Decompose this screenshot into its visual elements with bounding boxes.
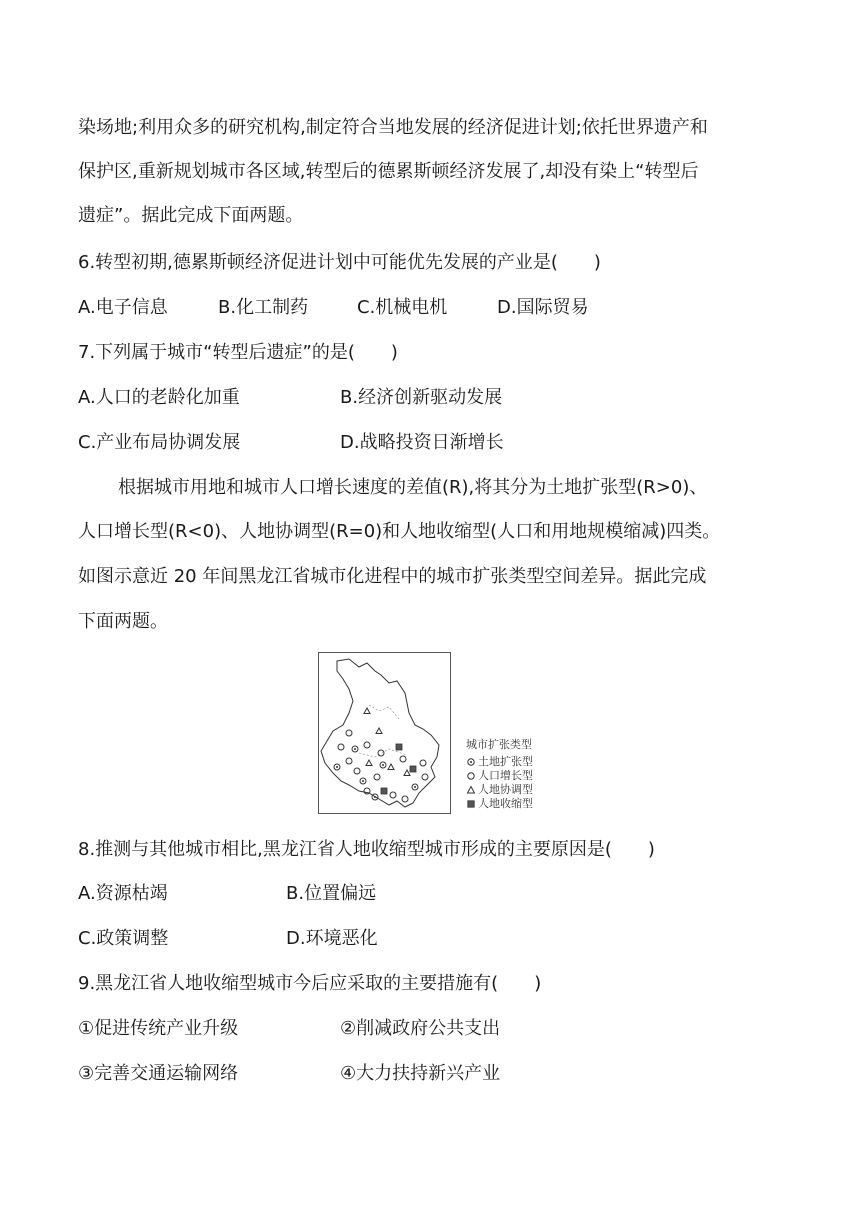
legend-label: 土地扩张型 (478, 755, 533, 768)
q6-option-d: D.国际贸易 (497, 297, 589, 318)
q8-option-d: D.环境恶化 (286, 928, 378, 949)
symbol-dotted-circle (352, 746, 358, 752)
symbol-triangle (366, 760, 372, 766)
circle-icon (466, 771, 476, 781)
symbol-circle (354, 768, 360, 774)
heilongjiang-map-figure (318, 652, 544, 818)
symbol-triangle (376, 728, 382, 734)
q9-option-1: ①促进传统产业升级 (78, 1018, 239, 1039)
question-8-stem: 8.推测与其他城市相比,黑龙江省人地收缩型城市形成的主要原因是( ) (78, 839, 655, 860)
symbol-dotted-circle (380, 762, 386, 768)
legend-item-population-growth (466, 769, 533, 783)
legend-item-balanced (466, 783, 533, 797)
q8-option-a: A.资源枯竭 (78, 883, 168, 904)
symbol-circle (422, 774, 428, 780)
q9-option-4: ④大力扶持新兴产业 (340, 1063, 501, 1084)
symbol-triangle (388, 764, 394, 770)
square-icon (466, 799, 476, 809)
symbol-circle (390, 792, 396, 798)
map-legend (466, 738, 533, 811)
q6-option-c: C.机械电机 (357, 297, 448, 318)
passage-2-line-1: 根据城市用地和城市人口增长速度的差值(R),将其分为土地扩张型(R>0)、 (118, 477, 708, 498)
legend-item-shrinking (466, 797, 533, 811)
q9-option-2: ②削减政府公共支出 (340, 1018, 501, 1039)
q7-option-c: C.产业布局协调发展 (78, 432, 241, 453)
inner-boundary (369, 705, 399, 719)
map-frame (318, 652, 451, 814)
passage-2-line-2: 人口增长型(R<0)、人地协调型(R=0)和人地收缩型(人口和用地规模缩减)四类。 (78, 521, 721, 542)
legend-label: 人地收缩型 (478, 797, 533, 810)
legend-title: 城市扩张类型 (466, 738, 532, 751)
intro-line-1: 染场地;利用众多的研究机构,制定符合当地发展的经济促进计划;依托世界遗产和 (78, 117, 708, 138)
q6-option-a: A.电子信息 (78, 297, 168, 318)
dotted-circle-icon (466, 757, 476, 767)
symbol-dotted-circle (334, 764, 340, 770)
symbol-triangle (404, 770, 410, 776)
symbol-square (410, 766, 416, 772)
passage-2-line-3: 如图示意近 20 年间黑龙江省城市化进程中的城市扩张类型空间差异。据此完成 (78, 566, 707, 587)
symbol-square (381, 788, 387, 794)
legend-item-land-expansion (466, 755, 533, 769)
question-6-stem: 6.转型初期,德累斯顿经济促进计划中可能优先发展的产业是( ) (78, 252, 601, 273)
legend-label: 人地协调型 (478, 783, 533, 796)
q8-option-b: B.位置偏远 (286, 883, 377, 904)
symbol-dotted-circle (372, 794, 378, 800)
symbol-circle (402, 796, 408, 802)
symbol-circle (378, 750, 384, 756)
q7-option-d: D.战略投资日渐增长 (340, 432, 504, 453)
heilongjiang-map (319, 653, 450, 813)
symbol-circle (364, 742, 370, 748)
symbol-dotted-circle (412, 784, 418, 790)
symbol-circle (374, 774, 380, 780)
q7-option-b: B.经济创新驱动发展 (340, 387, 503, 408)
symbol-triangle (364, 708, 370, 714)
symbol-dotted-circle (360, 778, 366, 784)
symbol-circle (346, 730, 352, 736)
symbol-circle (346, 758, 352, 764)
passage-2-line-4: 下面两题。 (78, 611, 168, 632)
intro-line-2: 保护区,重新规划城市各区域,转型后的德累斯顿经济发展了,却没有染上“转型后 (78, 161, 699, 182)
symbol-circle (420, 760, 426, 766)
symbol-square (396, 744, 402, 750)
intro-line-3: 遗症”。据此完成下面两题。 (78, 205, 304, 226)
legend-label: 人口增长型 (478, 769, 533, 782)
triangle-icon (466, 785, 476, 795)
q6-option-b: B.化工制药 (218, 297, 309, 318)
symbol-circle (400, 756, 406, 762)
symbol-circle (338, 744, 344, 750)
q7-option-a: A.人口的老龄化加重 (78, 387, 240, 408)
q9-option-3: ③完善交通运输网络 (78, 1063, 239, 1084)
question-7-stem: 7.下列属于城市“转型后遗症”的是( ) (78, 342, 398, 363)
question-9-stem: 9.黑龙江省人地收缩型城市今后应采取的主要措施有( ) (78, 973, 542, 994)
q8-option-c: C.政策调整 (78, 928, 169, 949)
